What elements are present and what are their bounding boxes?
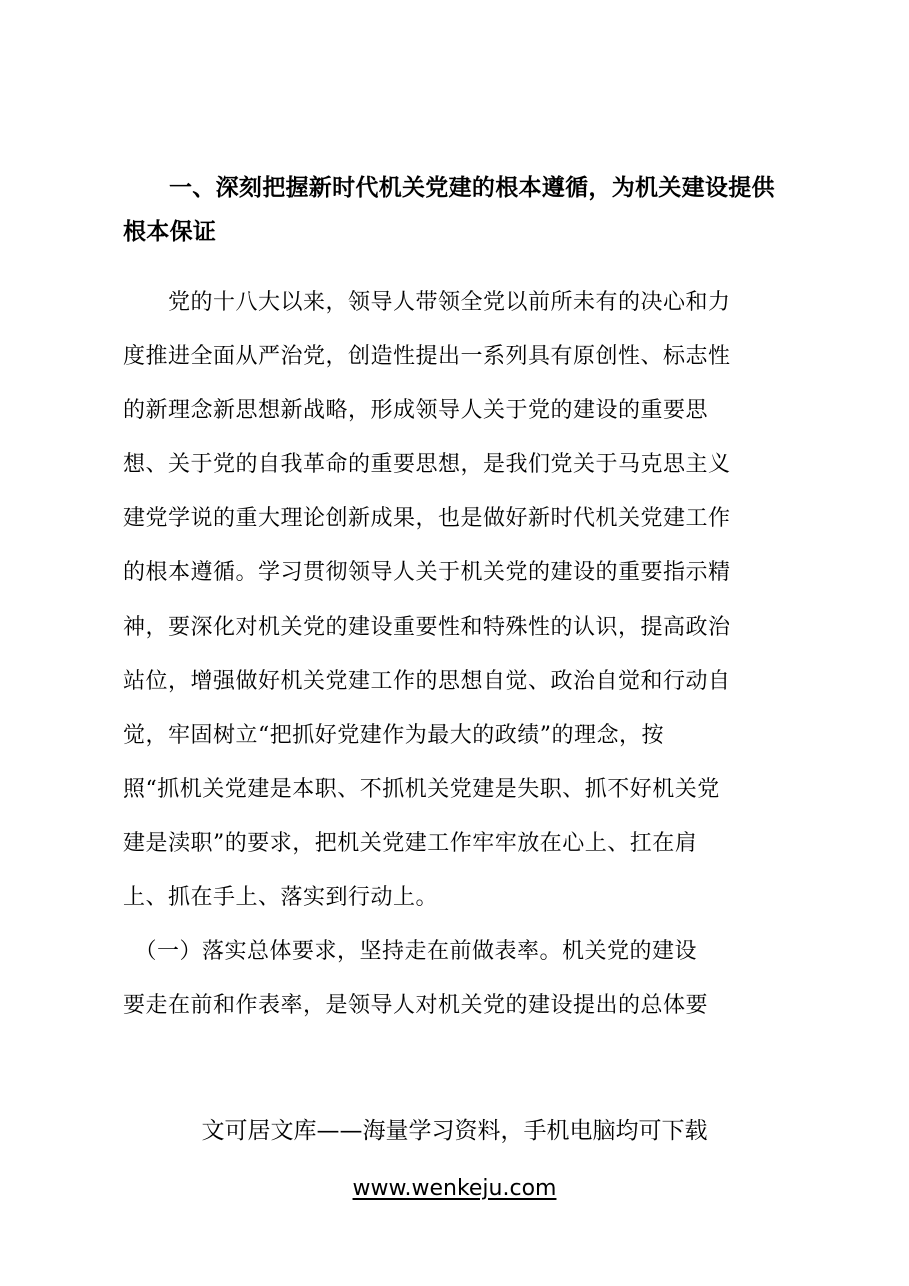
footer-url-link[interactable]: www.wenkeju.com xyxy=(352,1176,557,1201)
text-line: 要走在前和作表率，是领导人对机关党的建设提出的总体要 xyxy=(123,993,709,1019)
text-line: 党的十八大以来，领导人带领全党以前所未有的决心和力 xyxy=(123,290,731,315)
body-paragraph xyxy=(123,276,788,1033)
text-line: 的新理念新思想新战略，形成领导人关于党的建设的重要思 xyxy=(123,398,709,424)
text-line: 上、抓在手上、落实到行动上。 xyxy=(123,885,439,911)
text-line: 照“抓机关党建是本职、不抓机关党建是失职、抓不好机关党 xyxy=(123,776,720,802)
section-heading: 一、深刻把握新时代机关党建的根本遵循，为机关建设提供根本保证 xyxy=(123,175,775,245)
text-line: 度推进全面从严治党，创造性提出一系列具有原创性、标志性 xyxy=(123,344,731,370)
text-line: 建党学说的重大理论创新成果，也是做好新时代机关党建工作 xyxy=(123,506,731,532)
text-line: 站位，增强做好机关党建工作的思想自觉、政治自觉和行动自 xyxy=(123,668,731,694)
text-line: 觉，牢固树立“把抓好党建作为最大的政绩”的理念，按 xyxy=(123,722,664,748)
text-line: 想、关于党的自我革命的重要思想，是我们党关于马克思主义 xyxy=(123,452,731,478)
footer-url-container xyxy=(0,1173,909,1205)
text-line: 神，要深化对机关党的建设重要性和特殊性的认识，提高政治 xyxy=(123,614,731,640)
footer-title: 文可居文库——海量学习资料，手机电脑均可下载 xyxy=(201,1118,708,1144)
text-line: 的根本遵循。学习贯彻领导人关于机关党的建设的重要指示精 xyxy=(123,560,731,586)
text-line: （一）落实总体要求，坚持走在前做表率。机关党的建设 xyxy=(123,939,698,965)
text-line: 建是渎职”的要求，把机关党建工作牢牢放在心上、扛在肩 xyxy=(123,830,698,856)
